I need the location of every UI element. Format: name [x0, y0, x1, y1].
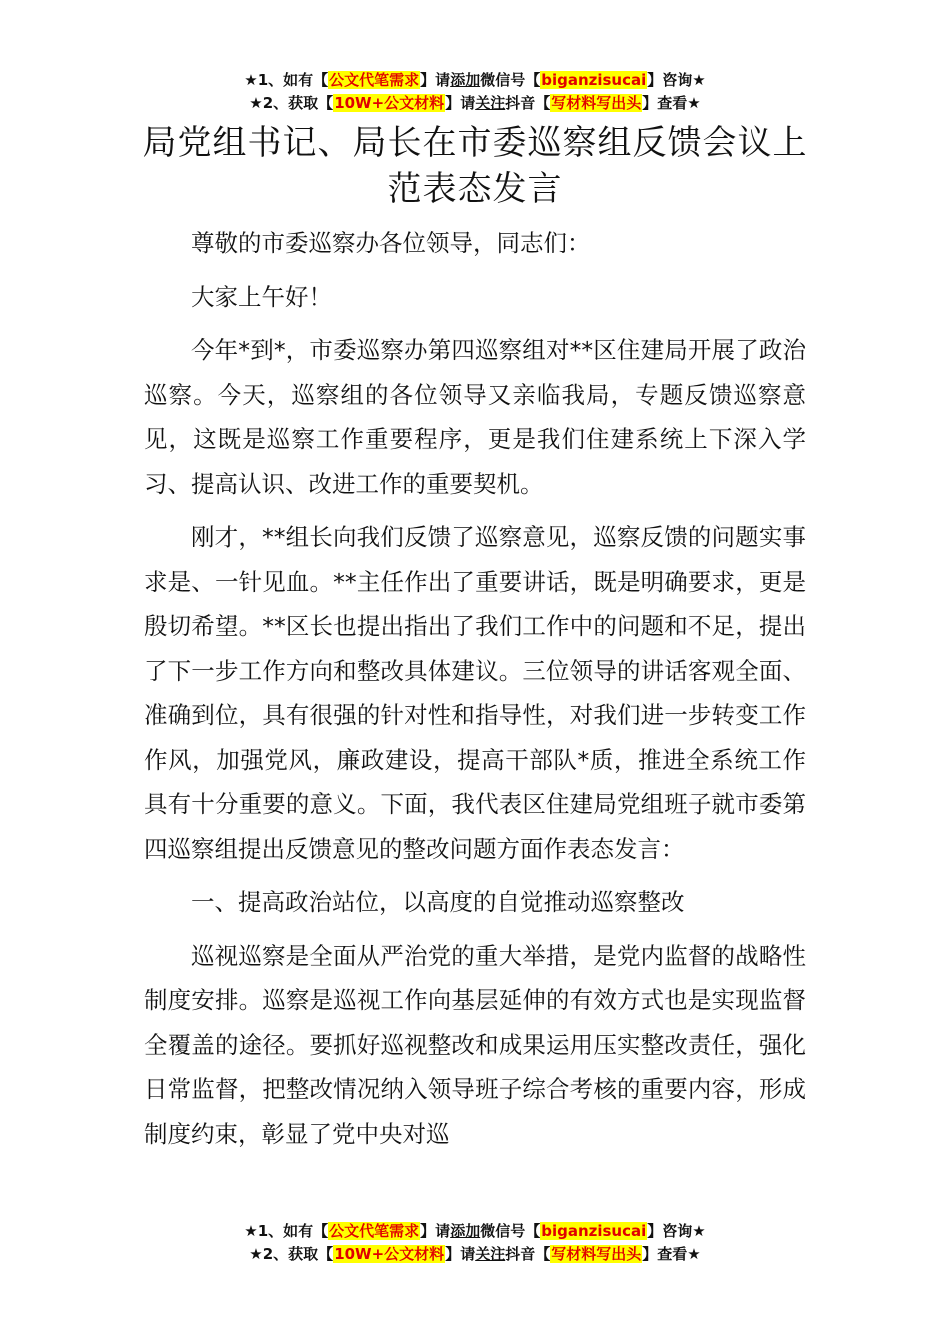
banner-text: 】咨询★: [647, 71, 706, 89]
banner-highlight: biganzisucai: [541, 1222, 647, 1240]
header-banner: [0, 69, 950, 115]
greeting: 大家上午好！: [191, 282, 332, 311]
footer-banner: [0, 1220, 950, 1266]
banner-text: 微信号【: [480, 71, 541, 89]
section-heading: 一、提高政治站位，以高度的自觉推动巡察整改: [191, 888, 685, 916]
banner-emphasis: 关注: [475, 1245, 506, 1263]
banner-text: 】查看★: [642, 1245, 701, 1263]
banner-highlight: 写材料写出头: [551, 94, 642, 112]
banner-highlight: 公文代笔需求: [329, 1222, 420, 1240]
banner-text: ★1、如有【: [244, 1222, 329, 1240]
banner-text: 】请: [420, 1222, 451, 1240]
banner-line-1: [0, 1220, 950, 1243]
banner-text: 抖音【: [505, 1245, 551, 1263]
banner-highlight: biganzisucai: [541, 71, 647, 89]
document-title: 局党组书记、局长在市委巡察组反馈会议上范表态发言: [142, 123, 808, 209]
body-paragraph: 巡视巡察是全面从严治党的重大举措，是党内监督的战略性制度安排。巡察是巡视工作向基层延伸的有效方式也是实现监督全覆盖的途径。要抓好巡视整改和成果运用压实整改责任，强化日常监督，把整改情况纳入领导班子综合考核的重要内容，形成制度约束，彰显了党中央对巡: [144, 941, 806, 1148]
banner-text: 】请: [445, 1245, 476, 1263]
banner-emphasis: 添加: [450, 1222, 481, 1240]
banner-text: 】查看★: [642, 94, 701, 112]
body-paragraph: 今年*到*，市委巡察办第四巡察组对**区住建局开展了政治巡察。今天，巡察组的各位领导又亲临我局，专题反馈巡察意见，这既是巡察工作重要程序，更是我们住建系统上下深入学习、提高认识、改进工作的重要契机。: [144, 336, 806, 498]
banner-emphasis: 关注: [475, 94, 506, 112]
banner-text: 】咨询★: [647, 1222, 706, 1240]
banner-line-2: [0, 1243, 950, 1266]
banner-text: 】请: [420, 71, 451, 89]
banner-text: 抖音【: [505, 94, 551, 112]
body-paragraph: 刚才，**组长向我们反馈了巡察意见，巡察反馈的问题实事求是、一针见血。**主任作出了重要讲话，既是明确要求，更是殷切希望。**区长也提出指出了我们工作中的问题和不足，提出了下一步工作方向和整改具体建议。三位领导的讲话客观全面、准确到位，具有很强的针对性和指导性，对我们进一步转变工作作风，加强党风，廉政建设，提高干部队*质，推进全系统工作具有十分重要的意义。下面，我代表区住建局党组班子就市委第四巡察组提出反馈意见的整改问题方面作表态发言：: [144, 523, 806, 863]
salutation: 尊敬的市委巡察办各位领导，同志们：: [191, 229, 591, 257]
banner-text: 】请: [445, 94, 476, 112]
banner-text: ★2、获取【: [249, 94, 334, 112]
banner-highlight: 公文代笔需求: [329, 71, 420, 89]
banner-text: ★2、获取【: [249, 1245, 334, 1263]
banner-emphasis: 添加: [450, 71, 481, 89]
banner-text: 微信号【: [480, 1222, 541, 1240]
banner-text: ★1、如有【: [244, 71, 329, 89]
banner-line-2: [0, 92, 950, 115]
banner-highlight: 10W+公文材料: [334, 94, 445, 112]
banner-line-1: [0, 69, 950, 92]
banner-highlight: 10W+公文材料: [334, 1245, 445, 1263]
banner-highlight: 写材料写出头: [551, 1245, 642, 1263]
document-body: [144, 221, 806, 1165]
